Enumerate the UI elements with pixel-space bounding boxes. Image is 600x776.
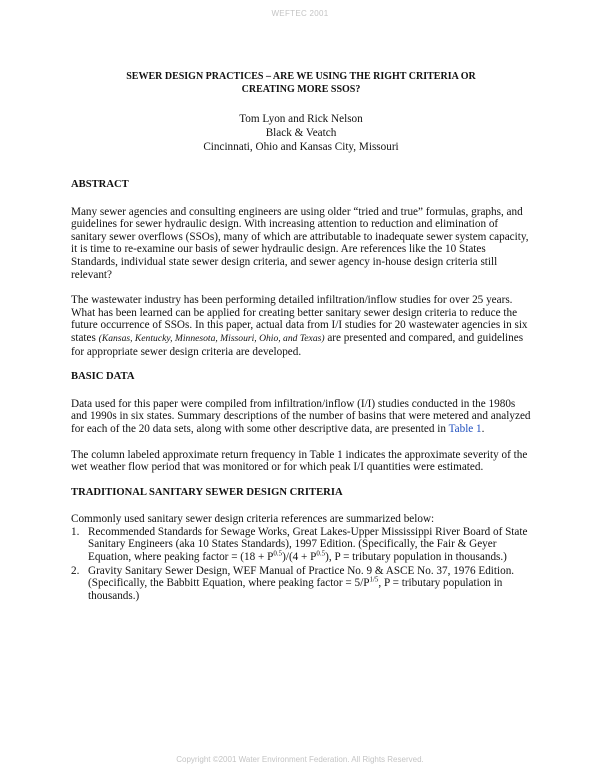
list-item-number: 1.	[71, 525, 80, 538]
author-affiliation: Black & Veatch	[265, 127, 337, 139]
conference-watermark: WEFTEC 2001	[271, 9, 329, 18]
basic-data-paragraph-1	[71, 398, 531, 436]
exponent: 0.5	[316, 549, 326, 558]
list-item-text: Recommended Standards for Sewage Works, Great Lakes-Upper Mississippi River Board of State Sanitary Engineers (aka 10 States Standards), 1997 Edition. (Specifically, the Fair & Geyer Equation, where peaking factor = (18 + P	[88, 525, 528, 564]
author-block	[71, 112, 531, 154]
title-line-2: CREATING MORE SSOS?	[241, 84, 361, 95]
author-names: Tom Lyon and Rick Nelson	[239, 113, 363, 125]
abstract-p2-text: The wastewater industry has been performing detailed infiltration/inflow studies for over 25 years. What has been learned can be applied for creating better sanitary sewer design criteria to reduce the future occurrence of SSOs. In this paper, actual data from I/I studies for 20 wastewater agencies in six states	[71, 294, 528, 344]
list-item	[71, 526, 531, 564]
list-item-text: ), P = tributary population in thousands.)	[325, 551, 507, 564]
list-item-text: )/(4 + P	[282, 551, 317, 564]
title-line-1: SEWER DESIGN PRACTICES – ARE WE USING THE RIGHT CRITERIA OR	[126, 71, 476, 82]
abstract-paragraph-1: Many sewer agencies and consulting engineers are using older “tried and true” formulas, graphs, and guidelines for sewer hydraulic design. With increasing attention to reduction and elimination of sanitary sewer overflows (SSOs), many of which are attributable to inadequate sewer system capacity, it is time to re-examine our basis of sewer hydraulic design. Are references like the 10 States Standards, individual state sewer design criteria, and sewer agency in-house design criteria still relevant?	[71, 205, 529, 281]
criteria-list	[71, 526, 531, 603]
paper-title	[71, 70, 531, 96]
basic-data-heading: BASIC DATA	[71, 371, 135, 383]
exponent: 1/5	[369, 575, 379, 584]
paper-page	[71, 70, 531, 603]
abstract-paragraph-2	[71, 294, 531, 358]
abstract-p2-end: are presented and compared, and guidelines for appropriate sewer design criteria are developed.	[71, 331, 524, 358]
criteria-intro: Commonly used sanitary sewer design criteria references are summarized below:	[71, 513, 435, 526]
basic-data-paragraph-2: The column labeled approximate return frequency in Table 1 indicates the approximate severity of the wet weather flow period that was monitored or for which peak I/I quantities were estimated.	[71, 448, 528, 474]
exponent: 0.5	[273, 549, 283, 558]
list-item-text: , P = tributary population in thousands.)	[88, 577, 503, 602]
traditional-criteria-heading: TRADITIONAL SANITARY SEWER DESIGN CRITERIA	[71, 486, 343, 498]
list-item-number: 2.	[71, 564, 80, 577]
copyright-notice: Copyright ©2001 Water Environment Federation. All Rights Reserved.	[176, 755, 424, 764]
abstract-heading: ABSTRACT	[71, 179, 129, 190]
basic-data-p1-period: .	[481, 422, 485, 435]
table-1-link[interactable]: Table 1	[448, 422, 482, 435]
list-item	[71, 565, 531, 603]
author-location: Cincinnati, Ohio and Kansas City, Missouri	[203, 141, 399, 153]
basic-data-p1-text: Data used for this paper were compiled from infiltration/inflow (I/I) studies conducted in the 1980s and 1990s in six states. Summary descriptions of the number of basins that were metered and analyzed for each of the 20 data sets, along with some other descriptive data, are presented in	[71, 397, 531, 435]
list-item-text: Gravity Sanitary Sewer Design, WEF Manual of Practice No. 9 & ASCE No. 37, 1976 Edition. (Specifically, the Babbitt Equation, where peaking factor = 5/P	[88, 564, 515, 590]
states-list: (Kansas, Kentucky, Minnesota, Missouri, Ohio, and Texas)	[98, 332, 325, 344]
